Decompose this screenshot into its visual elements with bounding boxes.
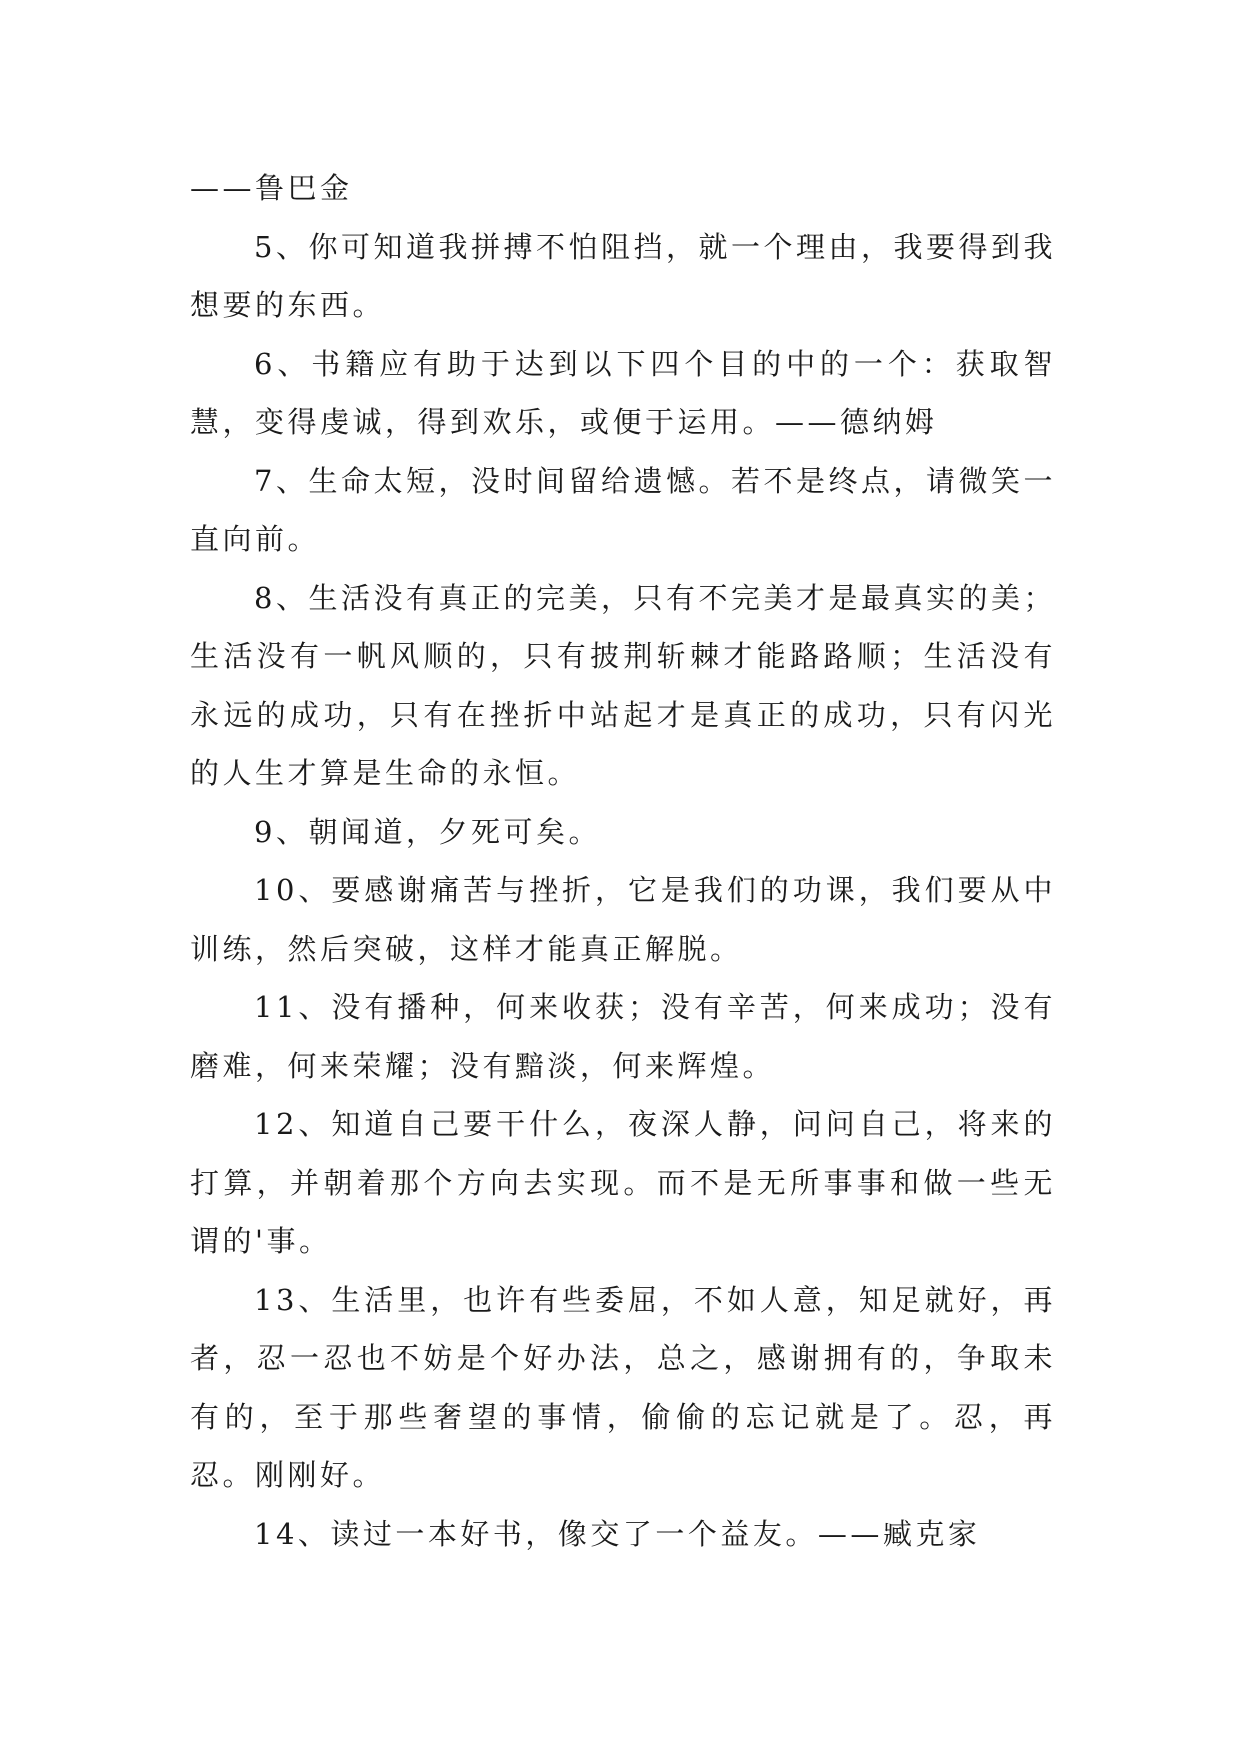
quote-paragraph-7: 7、生命太短，没时间留给遗憾。若不是终点，请微笑一直向前。: [190, 463, 1056, 556]
quote-paragraph-9: 9、朝闻道，夕死可矣。: [254, 814, 601, 849]
quote-paragraph-10: 10、要感谢痛苦与挫折，它是我们的功课，我们要从中训练，然后突破，这样才能真正解脱。: [190, 873, 1056, 966]
quote-paragraph-11: 11、没有播种，何来收获；没有辛苦，何来成功；没有磨难，何来荣耀；没有黯淡，何来辉煌。: [190, 990, 1056, 1083]
quote-paragraph-12: 12、知道自己要干什么，夜深人静，问问自己，将来的打算，并朝着那个方向去实现。而不是无所事事和做一些无谓的'事。: [190, 1107, 1056, 1258]
quote-paragraph-14: 14、读过一本好书，像交了一个益友。——臧克家: [254, 1516, 981, 1551]
quote-paragraph-13: 13、生活里，也许有些委屈，不如人意，知足就好，再者，忍一忍也不妨是个好办法，总之，感谢拥有的，争取未有的，至于那些奢望的事情，偷偷的忘记就是了。忍，再忍。刚刚好。: [190, 1282, 1056, 1492]
document-body: [190, 159, 1056, 1563]
quote-paragraph-6: 6、书籍应有助于达到以下四个目的中的一个：获取智慧，变得虔诚，得到欢乐，或便于运用。——德纳姆: [190, 346, 1056, 439]
quote-paragraph-8: 8、生活没有真正的完美，只有不完美才是最真实的美；生活没有一帆风顺的，只有披荆斩棘才能路路顺；生活没有永远的成功，只有在挫折中站起才是真正的成功，只有闪光的人生才算是生命的永恒。: [190, 580, 1056, 790]
quote-paragraph-5: 5、你可知道我拼搏不怕阻挡，就一个理由，我要得到我想要的东西。: [190, 229, 1056, 322]
attribution-line: ——鲁巴金: [190, 171, 353, 205]
